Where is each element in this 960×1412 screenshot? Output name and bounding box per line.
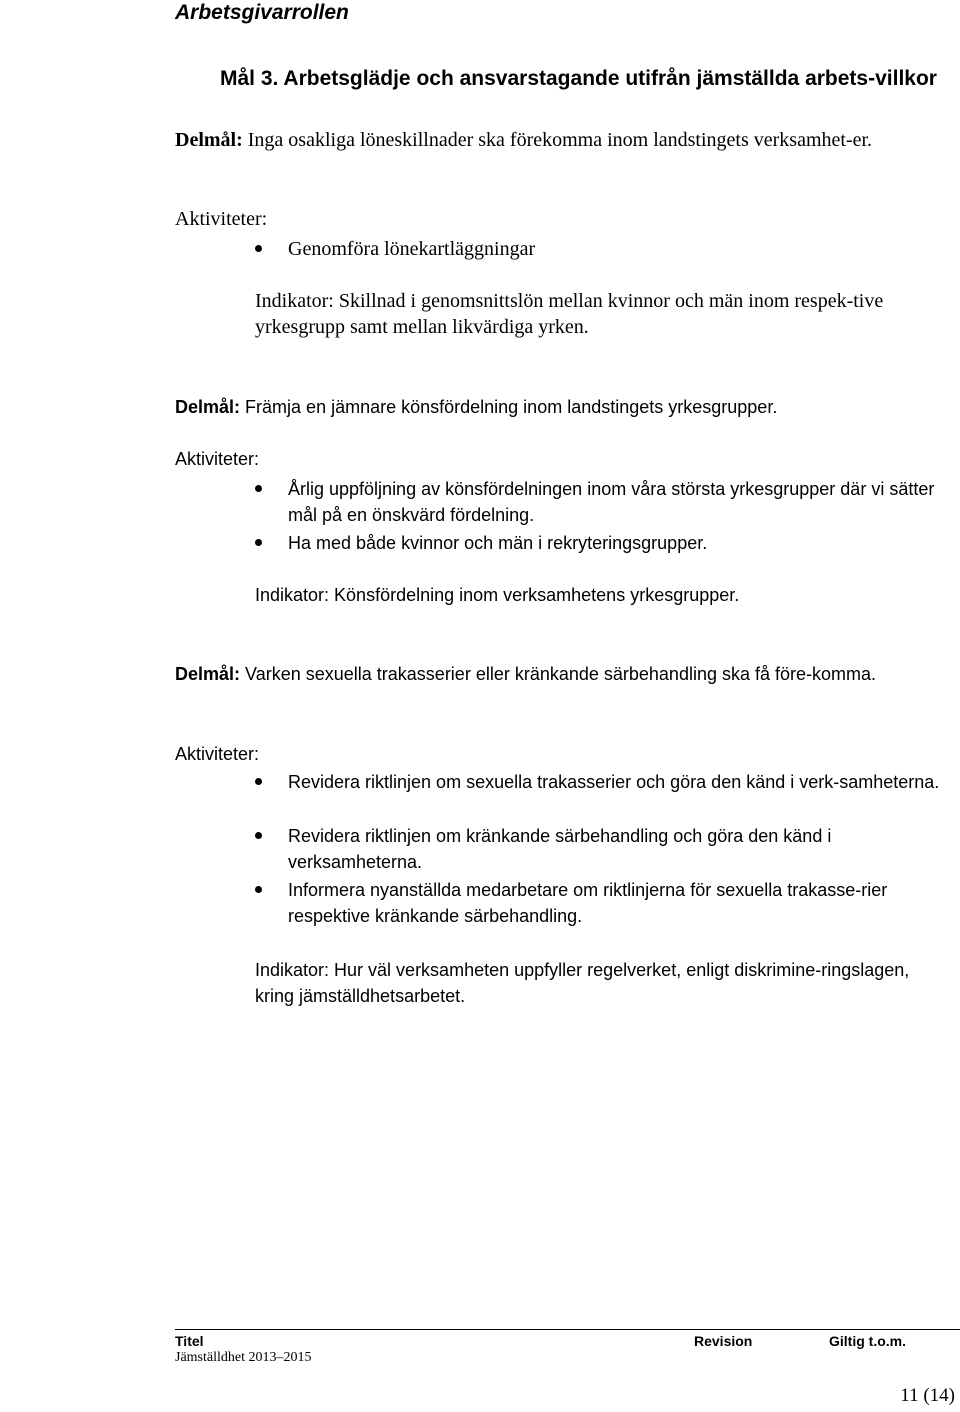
footer-revision-label: Revision [694, 1333, 753, 1349]
footer-divider [175, 1329, 960, 1330]
delmal-3 [175, 661, 945, 687]
section-title: Arbetsgivarrollen [175, 1, 349, 24]
footer-titel-label: Titel [175, 1333, 204, 1349]
activities-label-3: Aktiviteter: [175, 744, 260, 764]
bullet-icon [255, 485, 262, 492]
delmal-text: Främja en jämnare könsfördelning inom landstingets yrkesgrupper. [245, 397, 778, 417]
footer-giltig-label: Giltig t.o.m. [829, 1333, 906, 1349]
activity-item: Ha med både kvinnor och män i rekryteringsgrupper. [288, 533, 708, 553]
activities-label-1: Aktiviteter: [175, 208, 268, 230]
indicator-2: Indikator: Könsfördelning inom verksamhetens yrkesgrupper. [255, 585, 740, 605]
footer-titel-value: Jämställdhet 2013–2015 [175, 1350, 312, 1365]
activity-item: Informera nyanställda medarbetare om riktlinjerna för sexuella trakasse-rier respektive kränkande särbehandling. [288, 880, 888, 926]
activity-item: Årlig uppföljning av könsfördelningen inom våra största yrkesgrupper där vi sätter mål på en önskvärd fördelning. [288, 479, 935, 525]
delmal-1 [175, 127, 945, 153]
delmal-text: Inga osakliga löneskillnader ska förekomma inom landstingets verksamhet-er. [247, 129, 873, 151]
indicator-1: Indikator: Skillnad i genomsnittslön mellan kvinnor och män inom respek-tive yrkesgrupp samt mellan likvärdiga yrken. [255, 290, 884, 338]
goal-title: Mål 3. Arbetsglädje och ansvarstagande utifrån jämställda arbets-villkor [220, 67, 937, 90]
activities-label-2: Aktiviteter: [175, 449, 260, 469]
delmal-label: Delmål: [175, 129, 243, 151]
delmal-label: Delmål: [175, 397, 241, 417]
bullet-icon [255, 832, 262, 839]
activity-item: Revidera riktlinjen om sexuella trakasserier och göra den känd i verk-samheterna. [288, 772, 940, 792]
bullet-icon [255, 245, 262, 252]
activity-item: Genomföra lönekartläggningar [288, 238, 536, 260]
bullet-icon [255, 778, 262, 785]
delmal-2 [175, 394, 945, 420]
indicator-3: Indikator: Hur väl verksamheten uppfyller regelverket, enligt diskrimine-ringslagen, kring jämställdhetsarbetet. [255, 960, 910, 1006]
activity-item: Revidera riktlinjen om kränkande särbehandling och göra den känd i verksamheterna. [288, 826, 832, 872]
delmal-text: Varken sexuella trakasserier eller kränkande särbehandling ska få före-komma. [245, 664, 877, 684]
delmal-label: Delmål: [175, 664, 241, 684]
page-number: 11 (14) [900, 1385, 955, 1406]
bullet-icon [255, 886, 262, 893]
bullet-icon [255, 539, 262, 546]
